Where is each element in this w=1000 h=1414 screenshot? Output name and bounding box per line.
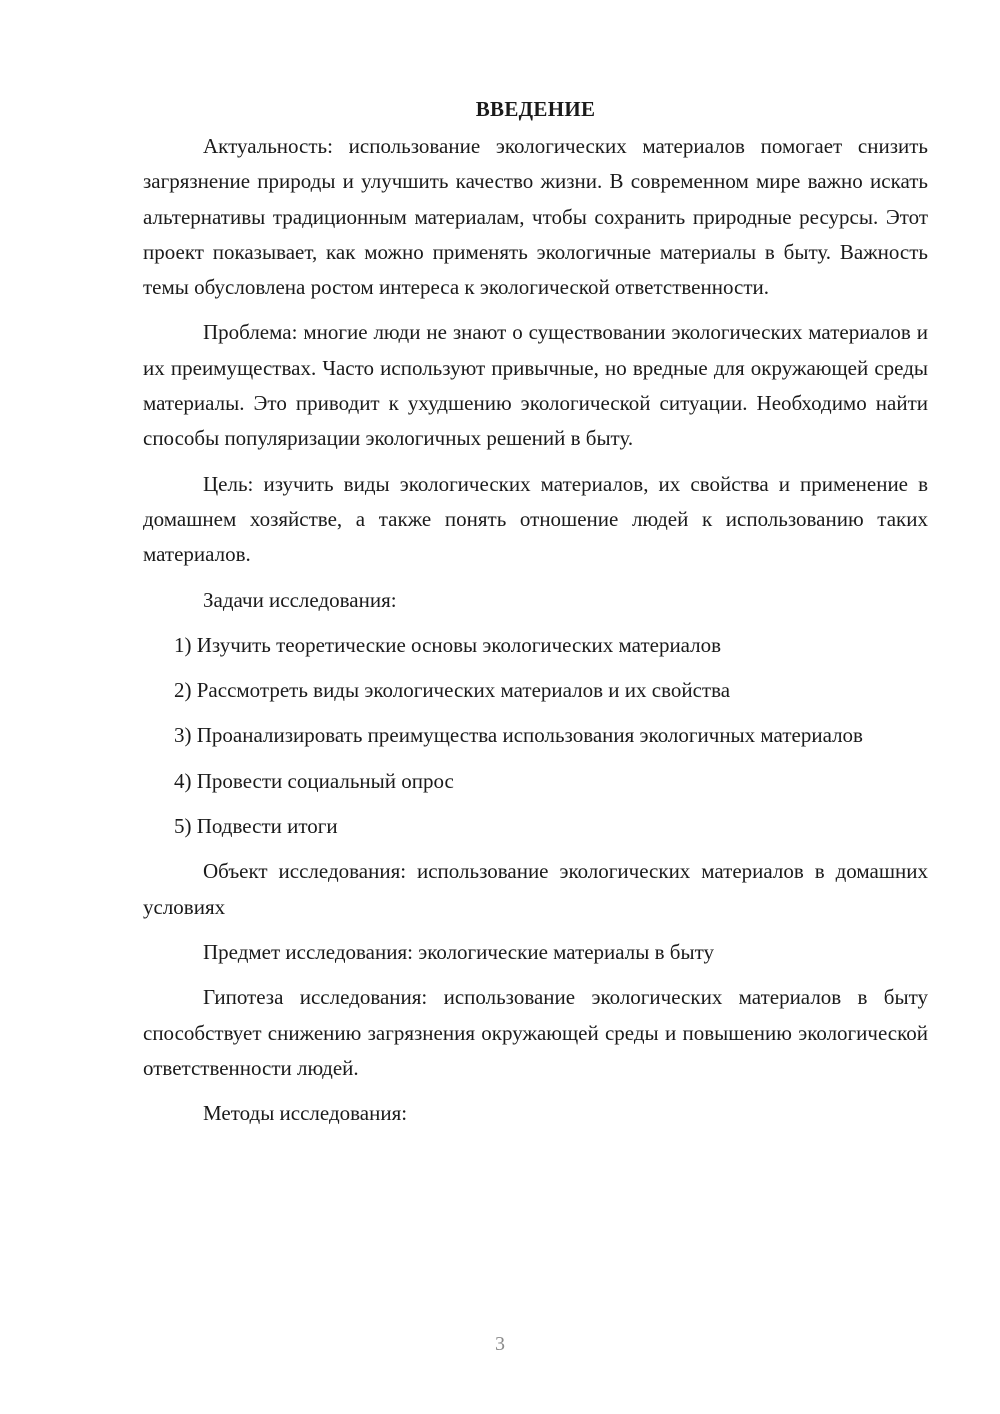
task-item-1: 1) Изучить теоретические основы экологических материалов	[174, 632, 722, 657]
tasks-title: Задачи исследования:	[203, 587, 397, 612]
object-paragraph: Объект исследования: использование экологических материалов в домашних условиях	[143, 859, 928, 919]
subject-paragraph: Предмет исследования: экологические материалы в быту	[203, 939, 715, 964]
document-page	[143, 92, 928, 1141]
methods-title: Методы исследования:	[203, 1101, 408, 1126]
section-heading: ВВЕДЕНИЕ	[475, 97, 596, 121]
problem-paragraph: Проблема: многие люди не знают о существовании экологических материалов и их преимуществах. Часто используют привычные, но вредные для окружающей среды материалы. Это приводит к ухудшению экологической ситуации. Необходимо найти способы популяризации экологичных решений в быту.	[143, 320, 928, 451]
task-item-5: 5) Подвести итоги	[174, 814, 338, 839]
task-item-2: 2) Рассмотреть виды экологических материалов и их свойства	[174, 678, 731, 703]
task-item-3: 3) Проанализировать преимущества использования экологичных материалов	[174, 723, 863, 748]
relevance-paragraph: Актуальность: использование экологических материалов помогает снизить загрязнение природы и улучшить качество жизни. В современном мире важно искать альтернативы традиционным материалам, чтобы сохранить природные ресурсы. Этот проект показывает, как можно применять экологичные материалы в быту. Важность темы обусловлена ростом интереса к экологической ответственности.	[143, 134, 928, 300]
goal-paragraph: Цель: изучить виды экологических материалов, их свойства и применение в домашнем хозяйстве, а также понять отношение людей к использованию таких материалов.	[143, 471, 928, 567]
task-item-4: 4) Провести социальный опрос	[174, 768, 454, 793]
page-number: 3	[495, 1333, 505, 1355]
hypothesis-paragraph: Гипотеза исследования: использование экологических материалов в быту способствует снижению загрязнения окружающей среды и повышению экологической ответственности людей.	[143, 985, 928, 1080]
